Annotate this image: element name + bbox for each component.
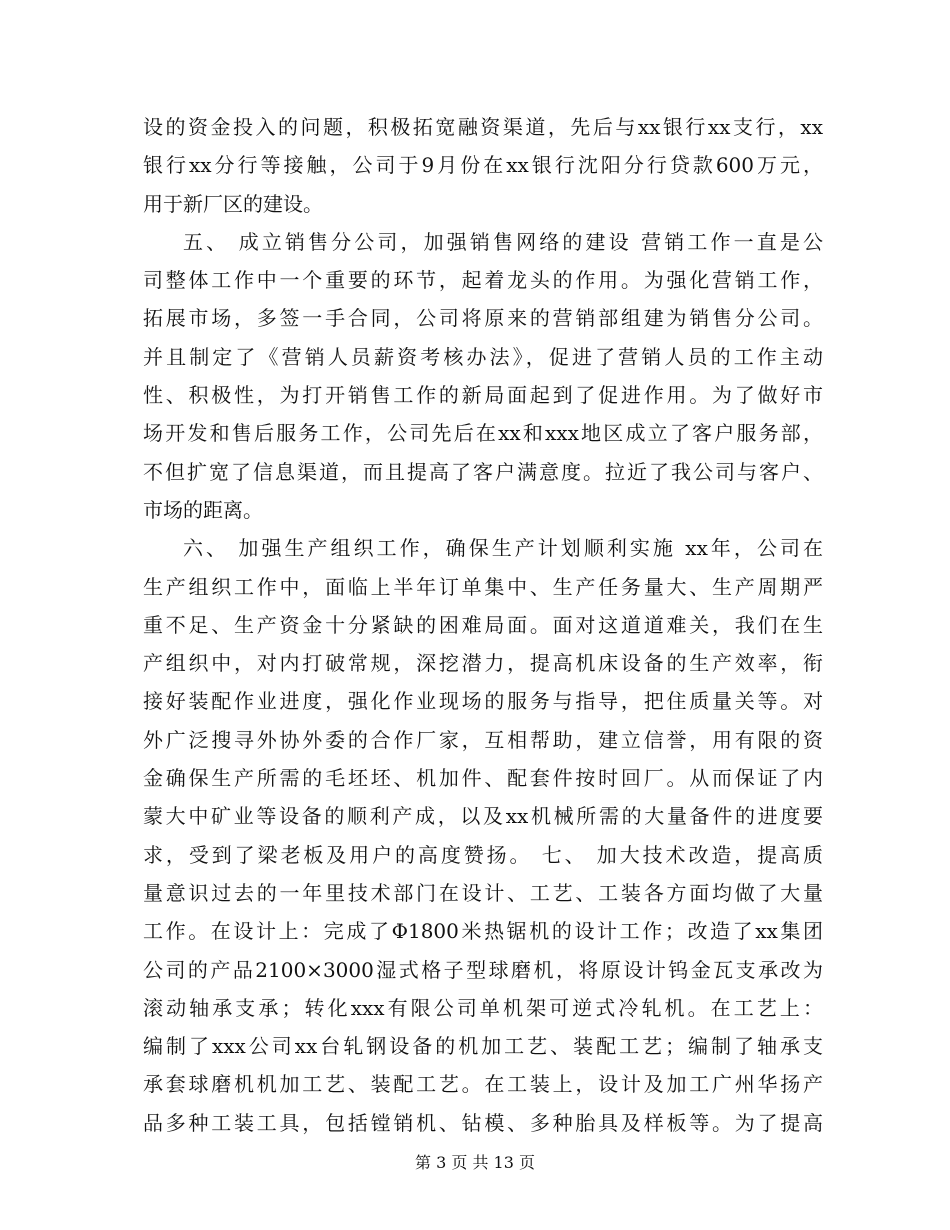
text-line: 设的资金投入的问题，积极拓宽融资渠道，先后与xx银行xx支行，xx (143, 115, 823, 139)
text-line: 接好装配作业进度，强化作业现场的服务与指导，把住质量关等。对 (143, 689, 823, 714)
text-line: 蒙大中矿业等设备的顺利产成，以及xx机械所需的大量备件的进度要 (143, 804, 823, 829)
text-line: 生产组织工作中，面临上半年订单集中、生产任务量大、生产周期严 (143, 574, 823, 599)
text-line: 金确保生产所需的毛坯坯、机加件、配套件按时回厂。从而保证了内 (143, 766, 823, 791)
text-line: 不但扩宽了信息渠道，而且提高了客户满意度。拉近了我公司与客户、 (143, 459, 823, 484)
text-line: 求，受到了梁老板及用户的高度赞扬。 七、 加大技术改造，提高质 (143, 842, 823, 867)
text-line: 性、积极性，为打开销售工作的新局面起到了促进作用。为了做好市 (143, 383, 823, 408)
text-line: 银行xx分行等接触，公司于9月份在xx银行沈阳分行贷款600万元， (143, 153, 823, 178)
text-line: 场开发和售后服务工作，公司先后在xx和xxx地区成立了客户服务部， (143, 421, 823, 446)
text-line: 用于新厂区的建设。 (143, 191, 323, 216)
text-line: 工作。在设计上：完成了Φ1800米热锯机的设计工作；改造了xx集团 (143, 919, 823, 944)
section-heading-line: 五、 成立销售分公司，加强销售网络的建设 营销工作一直是公 (183, 229, 823, 254)
text-line: 重不足、生产资金十分紧缺的困难局面。面对这道道难关，我们在生 (143, 612, 823, 637)
text-line: 承套球磨机机加工艺、装配工艺。在工装上，设计及加工广州华扬产 (143, 1072, 823, 1097)
body-text (143, 108, 823, 1142)
text-line: 外广泛搜寻外协外委的合作厂家，互相帮助，建立信誉，用有限的资 (143, 727, 823, 752)
text-line: 并且制定了《营销人员薪资考核办法》，促进了营销人员的工作主动 (143, 344, 823, 369)
text-line: 市场的距离。 (143, 497, 263, 522)
section-heading-line: 六、 加强生产组织工作，确保生产计划顺利实施 xx年，公司在 (183, 536, 823, 561)
text-line: 公司的产品2100×3000湿式格子型球磨机，将原设计钨金瓦支承改为 (143, 957, 823, 982)
text-line: 滚动轴承支承；转化xxx有限公司单机架可逆式冷轧机。在工艺上： (143, 995, 823, 1020)
text-line: 司整体工作中一个重要的环节，起着龙头的作用。为强化营销工作， (143, 268, 823, 293)
text-line: 量意识过去的一年里技术部门在设计、工艺、工装各方面均做了大量 (143, 880, 823, 905)
text-line: 编制了xxx公司xx台轧钢设备的机加工艺、装配工艺；编制了轴承支 (143, 1034, 823, 1059)
text-line: 产组织中，对内打破常规，深挖潜力，提高机床设备的生产效率，衔 (143, 651, 823, 676)
text-line: 拓展市场，多签一手合同，公司将原来的营销部组建为销售分公司。 (143, 306, 823, 331)
text-line: 品多种工装工具，包括镗销机、钻模、多种胎具及样板等。为了提高 (143, 1110, 823, 1135)
page-footer: 第 3 页 共 13 页 (415, 1153, 535, 1172)
